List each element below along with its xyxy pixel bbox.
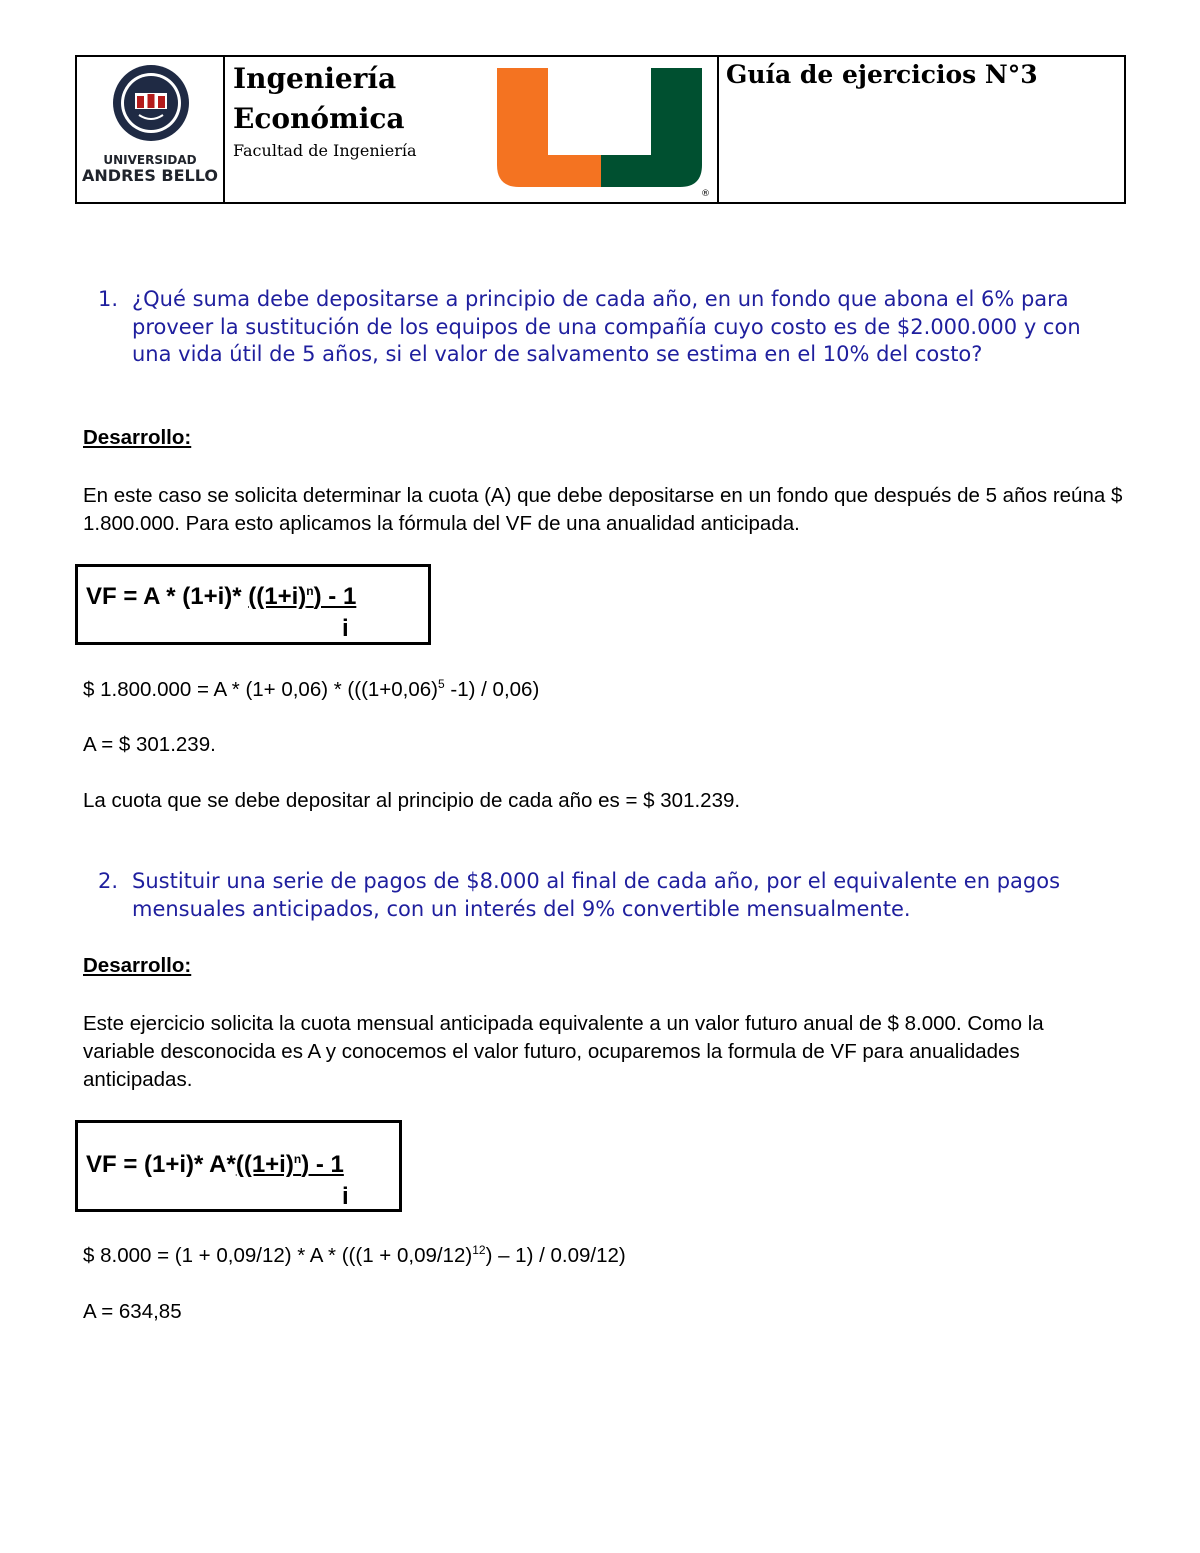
q1-formula-left: VF = A * (1+i)* — [86, 583, 249, 610]
q2-calculation — [83, 1242, 626, 1270]
university-line1: UNIVERSIDAD — [103, 153, 197, 167]
q1-calc-exp: 5 — [438, 677, 445, 692]
guide-title: Guía de ejercicios N°3 — [726, 60, 1038, 89]
q2-calc-exp: 12 — [472, 1243, 486, 1258]
university-line2: ANDRES BELLO — [82, 166, 218, 185]
q2-paragraph: Este ejercicio solicita la cuota mensual anticipada equivalente a un valor futuro anual de $ 8.000. Como la variable desconocida es A y conocemos el valor futuro, ocuparemos la formula de VF para anualidades anticipadas. — [83, 1012, 1044, 1091]
q1-formula-top — [86, 583, 356, 611]
course-title-line2: Económica — [233, 102, 405, 135]
q1-calc-pre: $ 1.800.000 = A * (1+ 0,06) * (((1+0,06) — [83, 678, 439, 701]
q2-formula-exp: n — [293, 1152, 302, 1166]
question-1 — [98, 286, 1118, 369]
header-table — [75, 55, 1126, 204]
q1-formula-numerator — [248, 583, 356, 610]
q1-result: A = $ 301.239. — [83, 733, 216, 756]
q2-formula-numerator — [236, 1151, 344, 1178]
svg-text:®: ® — [701, 189, 710, 199]
q2-result: A = 634,85 — [83, 1300, 182, 1323]
logo-cell — [77, 57, 225, 202]
faculty-label: Facultad de Ingeniería — [233, 141, 417, 160]
question-1-number: 1. — [98, 287, 119, 311]
q1-formula-num-post: ) - 1 — [313, 583, 357, 610]
q1-formula-num-pre: ((1+i) — [248, 583, 307, 610]
q1-calculation — [83, 676, 539, 704]
q2-formula-left: VF = (1+i)* A* — [86, 1151, 236, 1178]
question-2-number: 2. — [98, 869, 119, 893]
u-logo-icon — [497, 65, 717, 200]
guide-cell — [719, 57, 1124, 202]
q2-formula-denominator: i — [342, 1183, 349, 1210]
q2-formula-num-pre: ((1+i) — [235, 1151, 294, 1178]
course-title — [233, 59, 405, 139]
q1-paragraph: En este caso se solicita determinar la cuota (A) que debe depositarse en un fondo que después de 5 años reúna $ 1.800.000. Para esto aplicamos la fórmula del VF de una anualidad anticipada. — [83, 484, 1123, 535]
q1-development-heading: Desarrollo: — [83, 426, 192, 449]
course-title-line1: Ingeniería — [233, 62, 397, 95]
q1-formula-denominator: i — [342, 615, 349, 642]
question-2 — [98, 868, 1118, 923]
q2-formula-num-post: ) - 1 — [301, 1151, 344, 1178]
q2-calc-pre: $ 8.000 = (1 + 0,09/12) * A * (((1 + 0,09/12) — [83, 1244, 473, 1267]
q2-formula-top — [86, 1151, 344, 1179]
question-2-text: Sustituir una serie de pagos de $8.000 al final de cada año, por el equivalente en pagos mensuales anticipados, con un interés del 9% convertible mensualmente. — [132, 869, 1061, 921]
title-cell — [225, 57, 719, 202]
q1-calc-post: -1) / 0,06) — [444, 678, 540, 701]
q1-conclusion: La cuota que se debe depositar al principio de cada año es = $ 301.239. — [83, 789, 741, 812]
q1-formula-box — [75, 564, 431, 645]
university-seal-icon — [111, 63, 191, 143]
q2-formula-box — [75, 1120, 402, 1212]
q2-development-heading: Desarrollo: — [83, 954, 192, 977]
q1-formula-exp: n — [306, 584, 314, 598]
question-1-text: ¿Qué suma debe depositarse a principio de cada año, en un fondo que abona el 6% para proveer la sustitución de los equipos de una compañía cuyo costo es de $2.000.000 y con una vida útil de 5 años, si el valor de salvamento se estima en el 10% del costo? — [132, 287, 1081, 366]
q2-calc-post: ) – 1) / 0.09/12) — [485, 1244, 626, 1267]
